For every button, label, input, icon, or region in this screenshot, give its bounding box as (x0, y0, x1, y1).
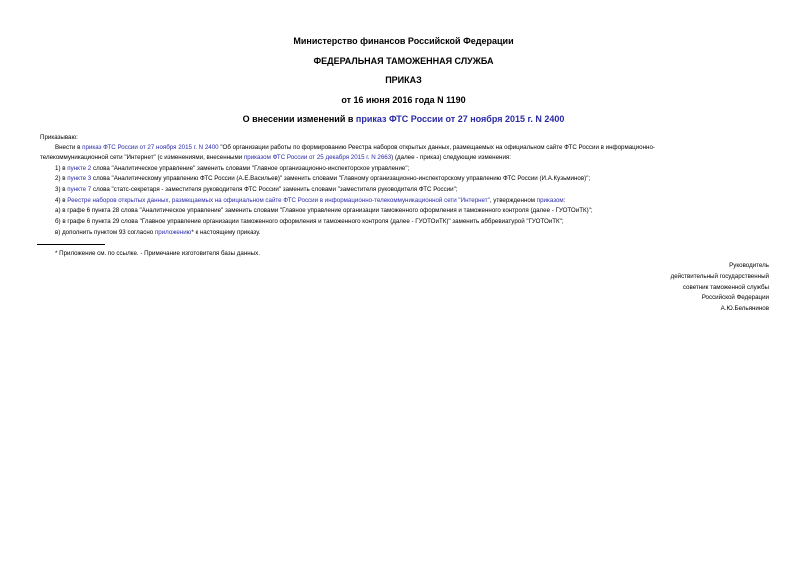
item-2-text-a: 2) в (55, 175, 68, 182)
doc-type-heading: ПРИКАЗ (385, 75, 422, 85)
subitem-a: а) в графе 6 пункта 28 слова "Аналитическое управление" заменить словами "Главное управление организации таможенного оформления и таможенного контроля (далее - ГУОТОиТК)"; (55, 207, 593, 214)
item-2-link[interactable]: пункте 3 (67, 175, 92, 182)
footnote: * Приложение см. по ссылке. - Примечание изготовителя базы данных. (55, 250, 260, 257)
date-heading: от 16 июня 2016 года N 1190 (341, 95, 466, 105)
item-3-text-b: слова "статс-секретаря - заместителя руководителя ФТС России" заменить словами "заместителя руководителя ФТС России"; (91, 186, 458, 193)
item-3-link[interactable]: пункте 7 (67, 186, 92, 193)
subitem-v (55, 229, 260, 237)
item-3 (55, 186, 458, 194)
signature-rank-line-1: действительный государственный (670, 273, 769, 280)
registry-link[interactable]: Реестре наборов открытых данных, размещаемых на официальном сайте ФТС России в информационно-телекоммуникационной сети "Интернет" (67, 197, 490, 204)
item-1-text-a: 1) в (55, 165, 68, 172)
subitem-v-text-b: * к настоящему приказу. (191, 229, 261, 236)
order-2663-link[interactable]: приказом ФТС России от 25 декабря 2015 г. N 2663 (243, 154, 392, 161)
signature-name: А.Ю.Бельянинов (720, 305, 769, 312)
paragraph-1-line-2 (40, 154, 511, 162)
item-3-text-a: 3) в (55, 186, 68, 193)
subitem-v-text-a: в) дополнить пунктом 93 согласно (55, 229, 155, 236)
p1-text-a: Внести в (55, 144, 83, 151)
subitem-b: б) в графе 6 пункта 29 слова "Главное управление организации таможенного оформления и таможенного контроля (далее - ГУОТОиТК)" заменить аббревиатурой "ГУОТОиТК"; (55, 218, 564, 225)
service-heading: ФЕДЕРАЛЬНАЯ ТАМОЖЕННАЯ СЛУЖБА (313, 56, 494, 66)
intro-text: Приказываю: (40, 134, 78, 141)
item-4-text-c: : (563, 197, 566, 204)
appendix-link[interactable]: приложению (154, 229, 192, 236)
signature-title: Руководитель (729, 262, 769, 269)
ministry-heading: Министерство финансов Российской Федерации (293, 36, 514, 46)
item-1-text-b: слова "Аналитическое управление" заменить словами "Главное организационно-инспекторское управление"; (91, 165, 410, 172)
item-4-text-b: , утвержденном (489, 197, 537, 204)
order-2400-link[interactable]: приказ ФТС России от 27 ноября 2015 г. N 2400 (82, 144, 219, 151)
p1-text-b: "Об организации работы по формированию Реестра наборов открытых данных, размещаемых на официальном сайте ФТС России в информационно- (218, 144, 655, 151)
signature-rank-line-2: советник таможенной службы (682, 284, 769, 291)
paragraph-1-line-1 (55, 144, 655, 152)
title-prefix: О внесении изменений в (242, 114, 356, 124)
item-1-link[interactable]: пункте 2 (67, 165, 92, 172)
item-1 (55, 165, 409, 173)
order-link[interactable]: приказом (536, 197, 564, 204)
document-title (0, 114, 807, 124)
p1-text-d: ) (далее - приказ) следующие изменения: (391, 154, 511, 161)
p1-text-c: телекоммуникационной сети "Интернет" (с изменениями, внесенными (40, 154, 244, 161)
item-4-text-a: 4) в (55, 197, 68, 204)
item-2 (55, 175, 590, 183)
footnote-divider (37, 244, 105, 245)
item-2-text-b: слова "Аналитическому управлению ФТС России (А.Е.Васильев)" заменить словами "Главному организационно-инспекторскому управлению ФТС России (И.А.Кузьминов)"; (91, 175, 591, 182)
item-4 (55, 197, 565, 205)
title-order-link[interactable]: приказ ФТС России от 27 ноября 2015 г. N 2400 (355, 114, 565, 124)
signature-country: Российской Федерации (701, 294, 769, 301)
